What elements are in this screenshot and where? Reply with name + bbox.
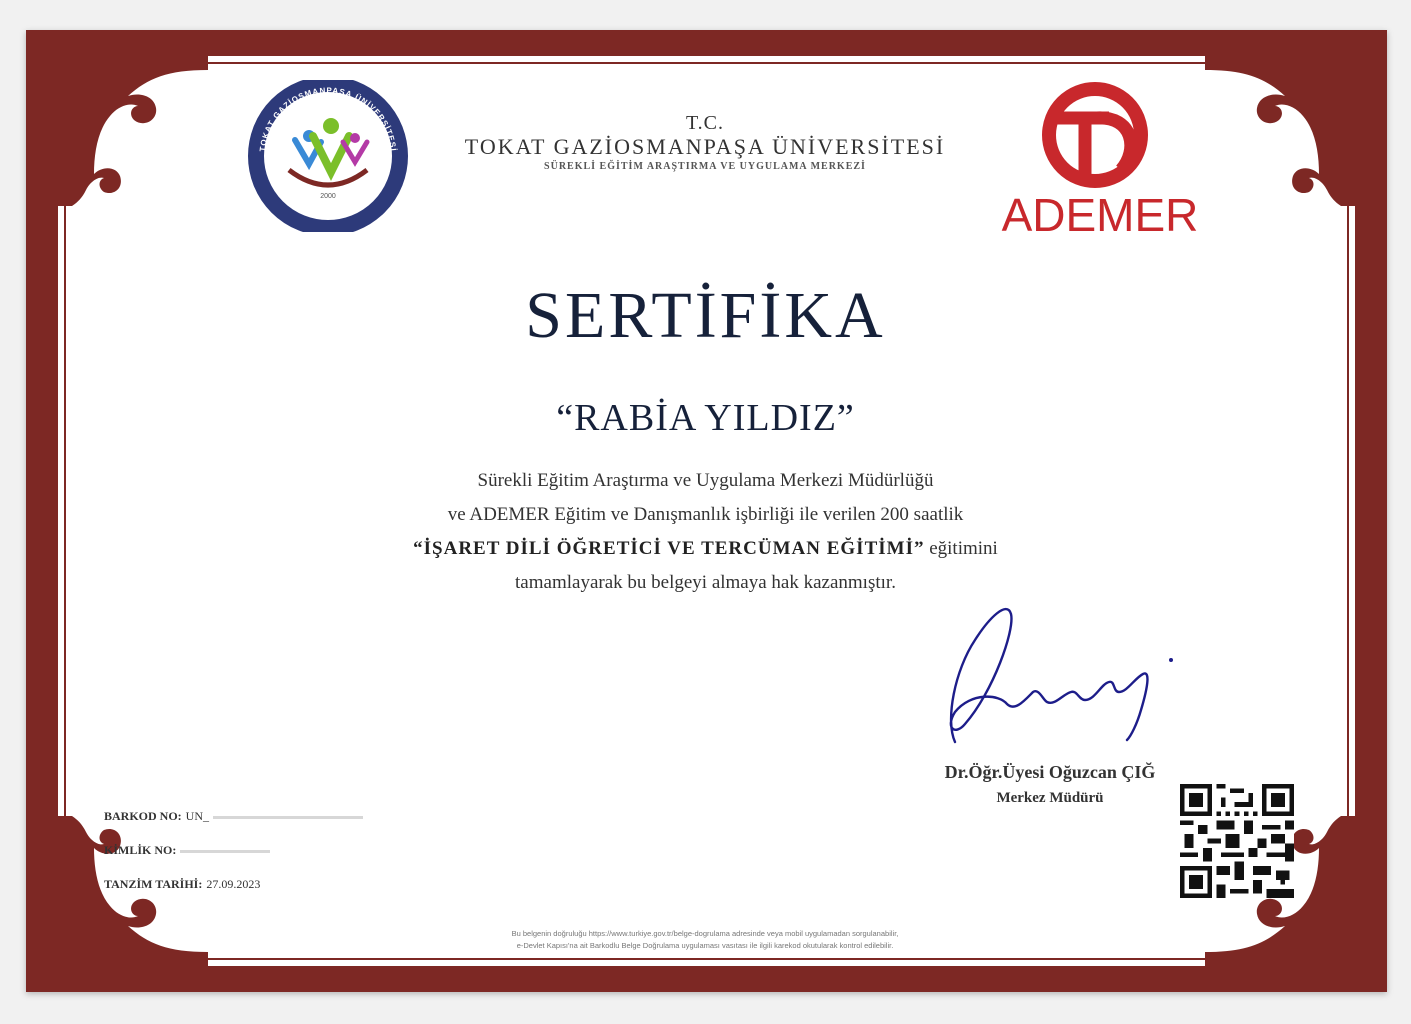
redacted-id	[180, 850, 270, 853]
seal-arc-text: TOKAT GAZİOSMANPAŞA ÜNİVERSİTESİ	[258, 85, 398, 153]
corner-ornament-top-right	[1205, 56, 1355, 206]
university-seal-logo	[245, 80, 411, 232]
program-suffix: eğitimini	[924, 538, 998, 559]
program-name: “İŞARET DİLİ ÖĞRETİCİ VE TERCÜMAN EĞİTİMİ”	[413, 538, 925, 559]
body-line-4: tamamlayarak bu belgeyi almaya hak kazanmıştır.	[515, 572, 896, 593]
signer-title: Merkez Müdürü	[996, 790, 1104, 806]
center-name: SÜREKLİ EĞİTİM ARAŞTIRMA VE UYGULAMA MERKEZİ	[544, 161, 866, 172]
id-label: KİMLİK NO:	[104, 843, 177, 857]
certificate-metadata	[104, 806, 363, 908]
date-row	[104, 874, 363, 908]
verification-note	[330, 928, 1080, 952]
barcode-value: UN_	[185, 809, 210, 823]
body-line-3	[300, 532, 1111, 566]
ademer-wordmark: ADEMER	[1001, 189, 1199, 241]
date-value: 27.09.2023	[206, 877, 261, 891]
signer-block	[880, 760, 1220, 812]
verification-line-1: Bu belgenin doğruluğu https://www.turkiye.gov.tr/belge-dogrulama adresinde veya mobil uygulamadan sorgulanabilir,	[511, 929, 899, 938]
ademer-mark-icon	[1035, 80, 1155, 190]
certificate-body	[300, 464, 1111, 600]
qr-code	[1180, 784, 1294, 898]
signer-name: Dr.Öğr.Üyesi Oğuzcan ÇIĞ	[944, 762, 1156, 782]
body-line-2: ve ADEMER Eğitim ve Danışmanlık işbirliği ile verilen 200 saatlik	[447, 504, 964, 525]
certificate-title: SERTİFİKA	[525, 279, 886, 352]
tc-label: T.C.	[685, 112, 725, 134]
id-row	[104, 840, 363, 874]
recipient-name: “RABİA YILDIZ”	[556, 397, 855, 439]
handwritten-signature	[915, 600, 1185, 750]
date-label: TANZİM TARİHİ:	[104, 877, 203, 891]
barcode-label: BARKOD NO:	[104, 809, 182, 823]
body-line-1: Sürekli Eğitim Araştırma ve Uygulama Merkezi Müdürlüğü	[477, 470, 934, 491]
corner-ornament-top-left	[58, 56, 208, 206]
redacted-barcode	[213, 816, 363, 819]
ademer-logo	[985, 80, 1215, 245]
barcode-row	[104, 806, 363, 840]
verification-line-2: e-Devlet Kapısı'na ait Barkodlu Belge Doğrulama uygulaması vasıtası ile ilgili karekod okutularak kontrol edilebilir.	[516, 941, 894, 950]
institution-header	[430, 112, 980, 174]
university-name: TOKAT GAZİOSMANPAŞA ÜNİVERSİTESİ	[464, 134, 946, 159]
seal-year: 2000	[320, 193, 336, 200]
